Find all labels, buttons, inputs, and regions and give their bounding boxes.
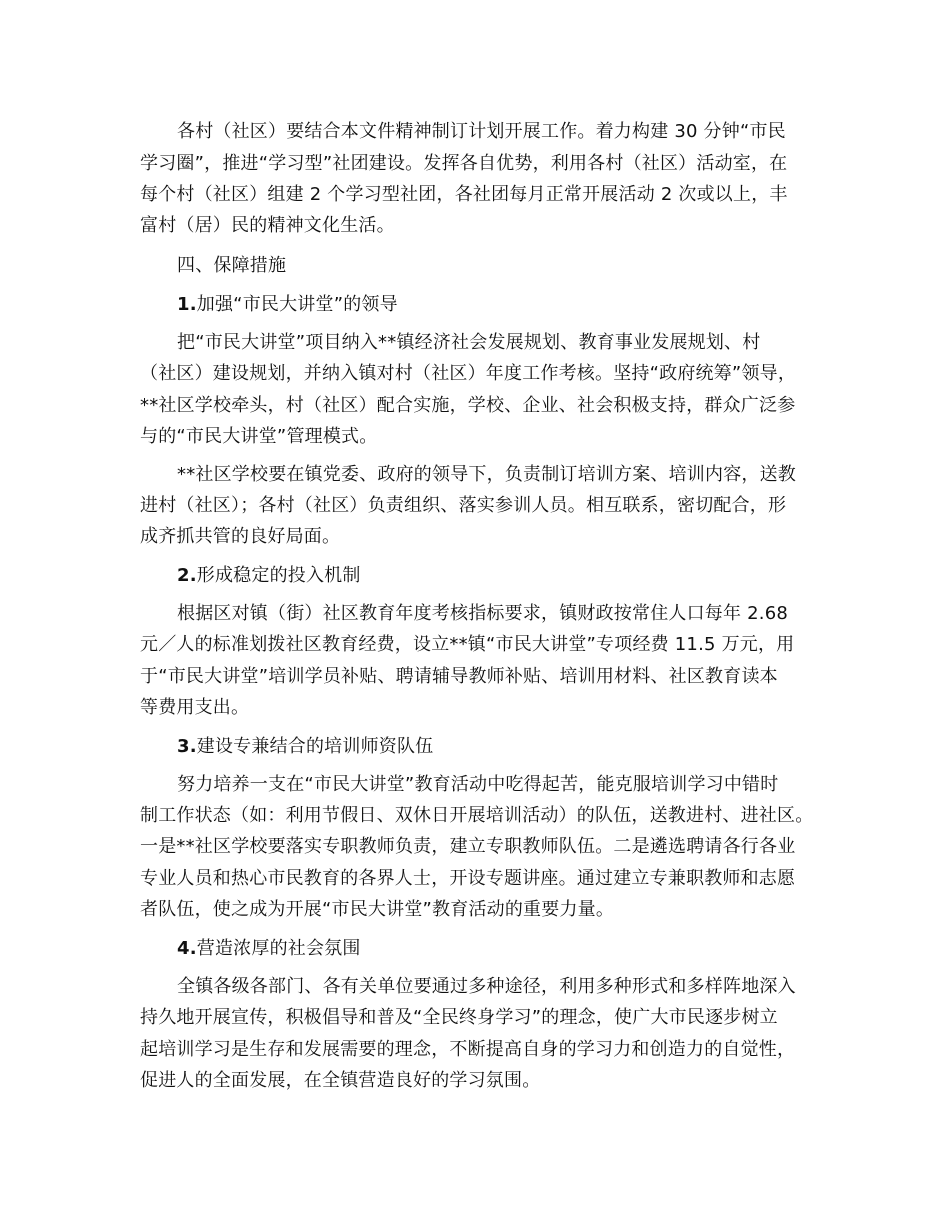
subsection-number: 3. (177, 736, 197, 757)
subsection-heading (177, 564, 361, 588)
paragraph-line: 根据区对镇（街）社区教育年度考核指标要求，镇财政按常住人口每年 2.68 (177, 603, 788, 624)
subsection-number: 2. (177, 565, 197, 586)
subsection-heading (177, 937, 361, 961)
paragraph-line: 起培训学习是生存和发展需要的理念，不断提高自身的学习力和创造力的自觉性， (140, 1039, 796, 1060)
paragraph-line: 成齐抓共管的良好局面。 (140, 526, 341, 547)
paragraph-line: 于“市民大讲堂”培训学员补贴、聘请辅导教师补贴、培训用材料、社区教育读本 (140, 666, 778, 687)
subsection-number: 4. (177, 938, 197, 959)
paragraph-line: 每个村（社区）组建 2 个学习型社团，各社团每月正常开展活动 2 次或以上，丰 (140, 184, 788, 205)
section-heading: 四、保障措施 (177, 255, 287, 276)
subsection-title: 营造浓厚的社会氛围 (196, 938, 361, 959)
paragraph-line: 全镇各级各部门、各有关单位要通过多种途径，利用多种形式和多样阵地深入 (177, 976, 796, 997)
paragraph-line: 学习圈”，推进“学习型”社团建设。发挥各自优势，利用各村（社区）活动室，在 (140, 153, 788, 174)
paragraph-line: 富村（居）民的精神文化生活。 (140, 215, 395, 236)
subsection-heading (177, 293, 398, 317)
paragraph-line: 各村（社区）要结合本文件精神制订计划开展工作。着力构建 30 分钟“市民 (177, 121, 786, 142)
paragraph-line: 进村（社区）；各村（社区）负责组织、落实参训人员。相互联系，密切配合，形 (140, 495, 787, 516)
paragraph-line: 者队伍，使之成为开展“市民大讲堂”教育活动的重要力量。 (140, 899, 615, 920)
paragraph-line: 元／人的标准划拨社区教育经费，设立**镇“市民大讲堂”专项经费 11.5 万元，用 (140, 634, 795, 655)
paragraph-line: 制工作状态（如：利用节假日、双休日开展培训活动）的队伍，送教进村、进社区。 (140, 805, 814, 826)
paragraph-line: 专业人员和热心市民教育的各界人士，开设专题讲座。通过建立专兼职教师和志愿 (140, 868, 796, 889)
paragraph-line: （社区）建设规划，并纳入镇对村（社区）年度工作考核。坚持“政府统筹”领导， (140, 363, 797, 384)
paragraph-line: 持久地开展宣传，积极倡导和普及“全民终身学习”的理念，使广大市民逐步树立 (140, 1007, 778, 1028)
subsection-title: 加强“市民大讲堂”的领导 (196, 294, 398, 315)
paragraph-line: 一是**社区学校要落实专职教师负责，建立专职教师队伍。二是遴选聘请各行各业 (140, 836, 796, 857)
paragraph-line: 努力培养一支在“市民大讲堂”教育活动中吃得起苦，能克服培训学习中错时 (177, 774, 779, 795)
subsection-title: 建设专兼结合的培训师资队伍 (196, 736, 434, 757)
subsection-number: 1. (177, 294, 197, 315)
subsection-title: 形成稳定的投入机制 (196, 565, 361, 586)
paragraph-line: 与的“市民大讲堂”管理模式。 (140, 426, 378, 447)
paragraph-line: 等费用支出。 (140, 697, 250, 718)
paragraph-line: 把“市民大讲堂”项目纳入**镇经济社会发展规划、教育事业发展规划、村 (177, 332, 761, 353)
paragraph-line: **社区学校牵头，村（社区）配合实施，学校、企业、社会积极支持，群众广泛参 (140, 395, 796, 416)
paragraph-line: 促进人的全面发展，在全镇营造良好的学习氛围。 (140, 1070, 541, 1091)
paragraph-line: **社区学校要在镇党委、政府的领导下，负责制订培训方案、培训内容，送教 (177, 464, 796, 485)
subsection-heading (177, 735, 433, 759)
